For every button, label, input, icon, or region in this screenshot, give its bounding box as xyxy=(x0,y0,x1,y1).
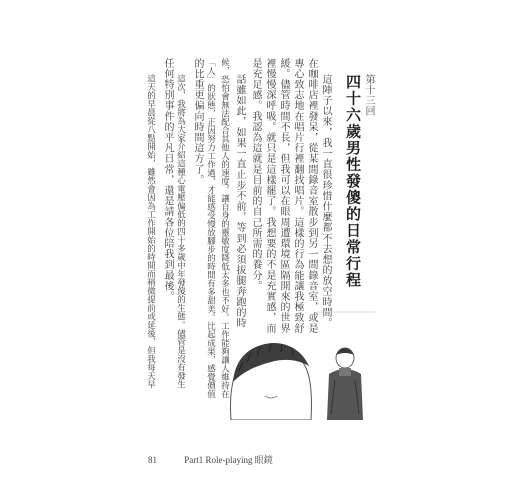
body-column-5: 裡慢慢深呼吸。就只是這樣罷了。我想要的不是充實感，而 xyxy=(264,58,275,334)
figure-illustration xyxy=(225,310,375,420)
body-column-10: 的比重更偏向時間這方了。 xyxy=(192,58,203,186)
part-label: Part1 Role-playing 眼鏡 xyxy=(184,455,273,465)
body-column-7: 話雖如此，如果一直止步不前，等到必須拔腿奔跑的時 xyxy=(234,74,245,329)
chapter-title: 四十六歲男性發傻的日常行程 xyxy=(344,74,362,289)
body-column-11: 這次，我將為大家介紹這種心電壓偏低的四十多歲中年發傻的生態。儘管是沒有發生 xyxy=(175,74,186,389)
body-column-4: 緩。儘管時間不長，但我可以在眼周遭環境區隔開來的世界 xyxy=(278,58,289,334)
body-column-13: 這天的早晨從八點開始，雖然會因為工作開始的時間而稍微提前或延後，但我每天早 xyxy=(145,74,156,389)
page-number: 81 xyxy=(148,455,157,465)
page-footer xyxy=(148,453,273,466)
body-column-9: 「人」的狀態，正因努力工作過，才能感受慢放腳步的時間有多甜美。比起成果，感覺價值 xyxy=(205,58,216,398)
chapter-label: 第十三回 xyxy=(363,74,374,117)
body-column-2: 在咖啡店裡發呆，從某間錄音室散步到另一間錄音室，或是 xyxy=(306,58,317,334)
body-column-8: 候，恐怕會無法配合其他人的速度。讓自身的靈敏度降低太多也不好。工作能夠讓人維持在 xyxy=(219,58,230,398)
body-column-12: 任何特別事件的平凡日常，還是請各位陪我到最後。 xyxy=(162,58,173,302)
body-column-1: 這陣子以來，我一直很珍惜什麼都不去想的放空時間。 xyxy=(320,74,331,329)
body-column-3: 專心致志地在唱片行裡翻找唱片。這樣的行為能讓我極致舒 xyxy=(292,58,303,334)
head-portrait-icon xyxy=(231,343,312,420)
body-column-6: 是充足感。我認為這就是目前的自己所需的養分。 xyxy=(250,58,261,292)
standing-person-icon xyxy=(327,348,363,420)
